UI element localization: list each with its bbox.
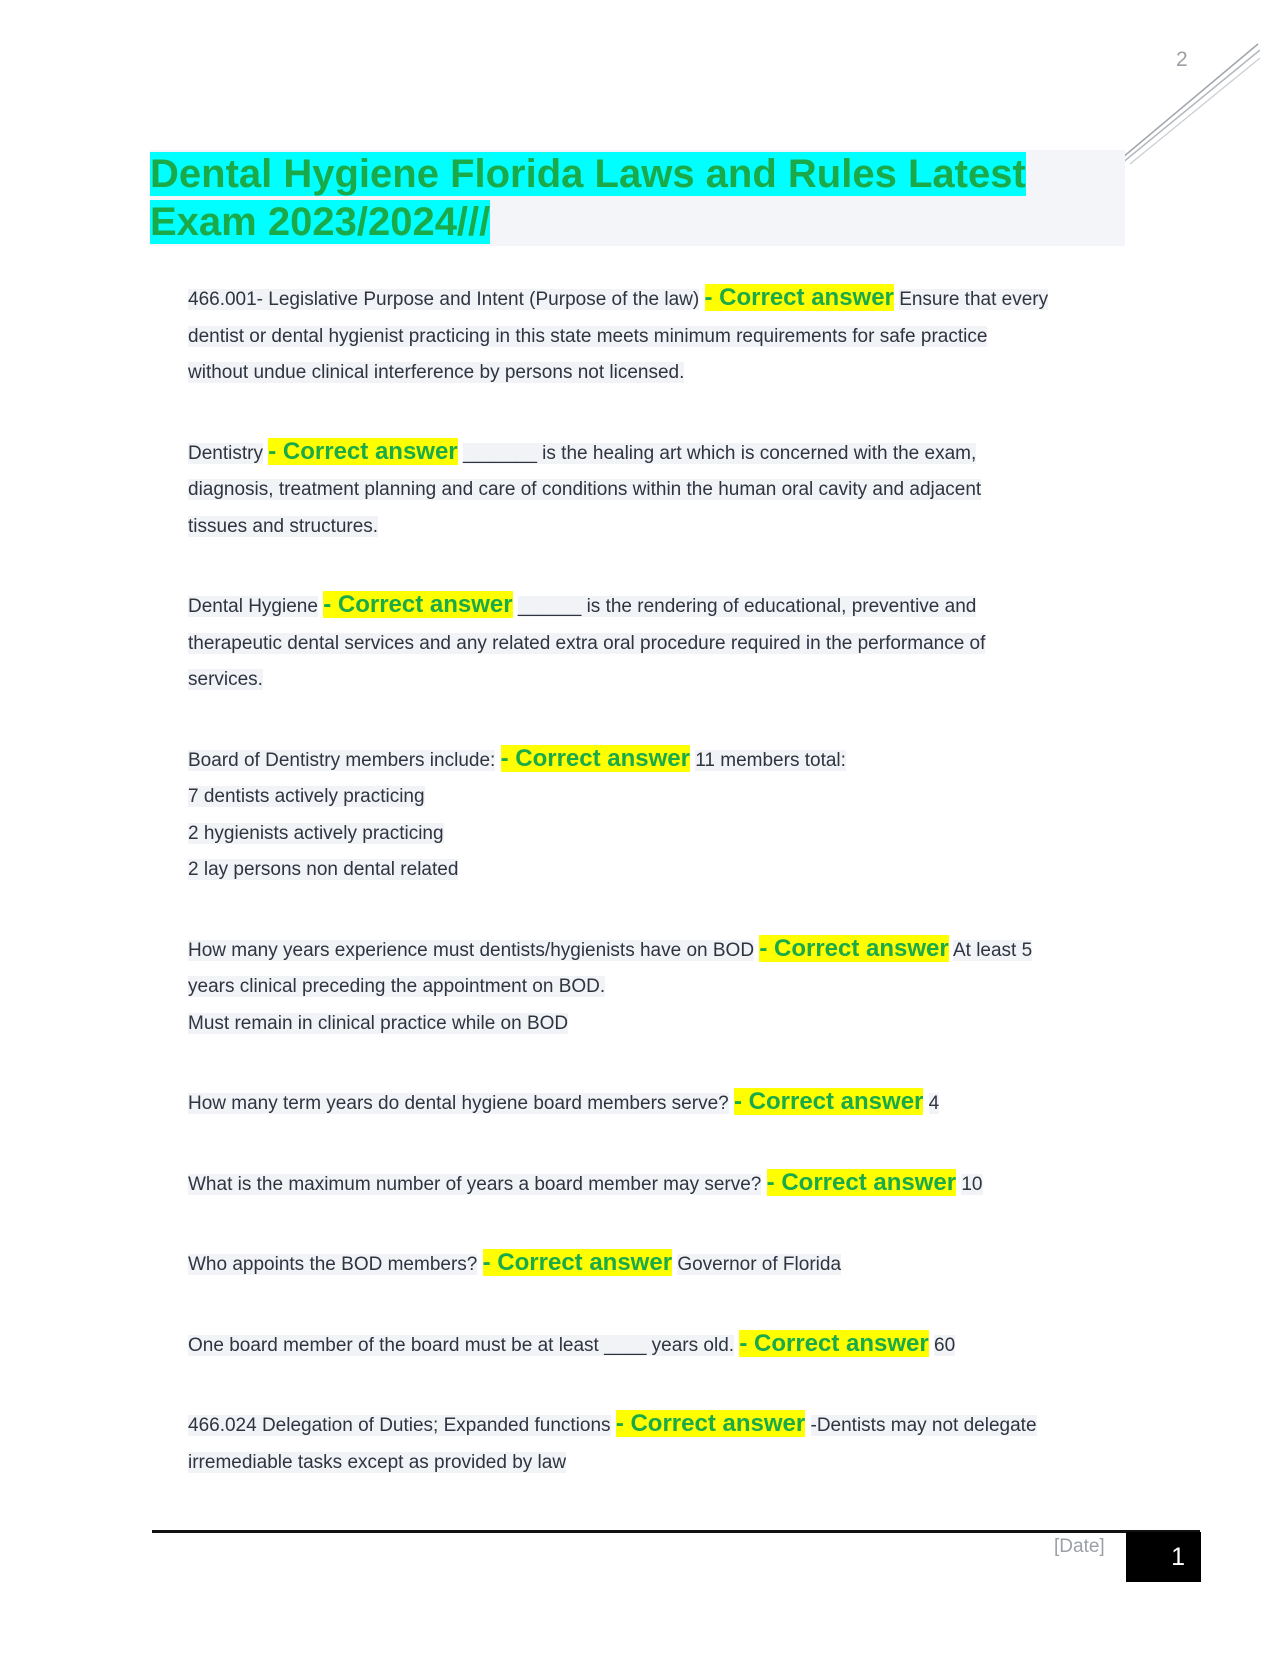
footer-page-number-box <box>1126 1532 1201 1582</box>
answer-text-line: years clinical preceding the appointment on BOD. <box>188 976 606 997</box>
answer-text-line: irremediable tasks except as provided by law <box>188 1451 567 1473</box>
question-text: How many years experience must dentists/hygienists have on BOD <box>188 939 755 961</box>
correct-answer-label: - Correct answer <box>323 591 513 618</box>
question-text: 466.001- Legislative Purpose and Intent (Purpose of the law) <box>188 289 700 310</box>
top-page-number: 2 <box>1176 48 1188 71</box>
answer-text-line: without undue clinical interference by persons not licensed. <box>188 362 685 383</box>
answer-text: ______ is the rendering of educational, preventive and <box>517 596 977 617</box>
answer-text-line: Must remain in clinical practice while on BOD <box>188 1012 569 1034</box>
page-title <box>150 150 1125 246</box>
correct-answer-label: - Correct answer <box>733 1088 924 1115</box>
answer-text: 60 <box>934 1334 956 1356</box>
qa-item <box>188 1326 1128 1365</box>
answer-text-line: therapeutic dental services and any related extra oral procedure required in the performance of <box>188 632 986 654</box>
title-block <box>150 150 1125 246</box>
qa-item <box>188 931 1128 1043</box>
question-text: 466.024 Delegation of Duties; Expanded functions <box>188 1415 611 1436</box>
footer-page-number: 1 <box>1171 1543 1185 1571</box>
answer-text: At least 5 <box>952 939 1033 961</box>
answer-text: 11 members total: <box>695 749 846 771</box>
qa-item <box>188 1245 1128 1284</box>
answer-text-line: 2 hygienists actively practicing <box>188 822 444 844</box>
answer-text: -Dentists may not delegate <box>810 1415 1037 1436</box>
footer-date: [Date] <box>1054 1536 1105 1557</box>
correct-answer-label: - Correct answer <box>482 1249 673 1276</box>
qa-item <box>188 1406 1128 1481</box>
correct-answer-label: - Correct answer <box>704 284 894 311</box>
correct-answer-label: - Correct answer <box>766 1168 957 1196</box>
qa-item <box>188 1084 1128 1123</box>
correct-answer-label: - Correct answer <box>268 437 458 465</box>
question-text: What is the maximum number of years a board member may serve? <box>188 1173 762 1195</box>
corner-decoration-lines <box>1110 40 1260 180</box>
question-text: One board member of the board must be at least ____ years old. <box>188 1334 735 1356</box>
title-line-1: Dental Hygiene Florida Laws and Rules Latest <box>150 152 1026 196</box>
answer-text-line: dentist or dental hygienist practicing in this state meets minimum requirements for safe practice <box>188 325 988 347</box>
question-text: How many term years do dental hygiene board members serve? <box>188 1093 729 1114</box>
answer-text-line: 2 lay persons non dental related <box>188 859 459 880</box>
qa-item <box>188 741 1128 889</box>
correct-answer-label: - Correct answer <box>739 1329 929 1357</box>
question-text: Dentistry <box>188 442 263 464</box>
qa-list <box>188 280 1128 1523</box>
footer-rule <box>152 1530 1200 1533</box>
answer-text: Governor of Florida <box>677 1254 842 1275</box>
correct-answer-label: - Correct answer <box>615 1410 806 1437</box>
qa-item <box>188 1165 1128 1204</box>
qa-item <box>188 280 1128 392</box>
question-text: Who appoints the BOD members? <box>188 1254 478 1275</box>
question-text: Board of Dentistry members include: <box>188 749 496 771</box>
question-text: Dental Hygiene <box>188 596 318 617</box>
answer-text: 10 <box>961 1173 983 1195</box>
qa-item <box>188 434 1128 546</box>
correct-answer-label: - Correct answer <box>500 744 690 772</box>
answer-text-line: services. <box>188 669 263 690</box>
answer-text: 4 <box>928 1093 940 1114</box>
qa-item <box>188 587 1128 699</box>
answer-text: Ensure that every <box>899 289 1049 310</box>
correct-answer-label: - Correct answer <box>759 934 949 962</box>
answer-text: _______ is the healing art which is concerned with the exam, <box>462 442 977 464</box>
answer-text-line: diagnosis, treatment planning and care of conditions within the human oral cavity and adjacent <box>188 479 982 500</box>
answer-text-line: tissues and structures. <box>188 515 379 537</box>
answer-text-line: 7 dentists actively practicing <box>188 786 425 807</box>
title-line-2: Exam 2023/2024/// <box>150 200 491 244</box>
